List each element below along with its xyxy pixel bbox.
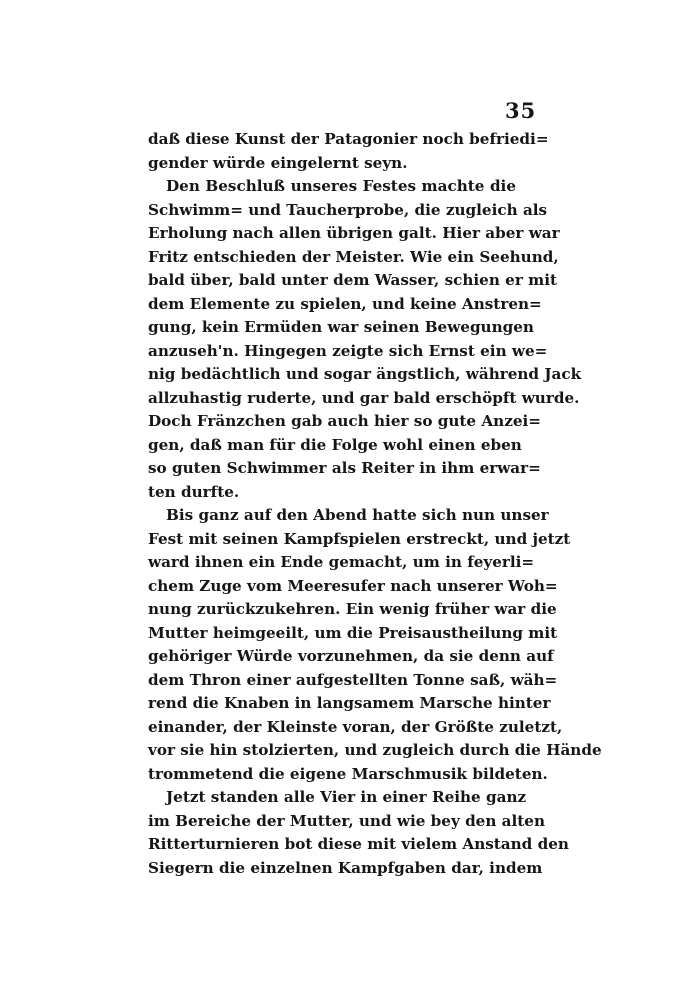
text-line: Fritz entschieden der Meister. Wie ein Seehund, — [148, 247, 559, 266]
paragraph — [148, 786, 569, 880]
text-line: Mutter heimgeeilt, um die Preisaustheilung mit — [148, 623, 558, 642]
text-line: Fest mit seinen Kampfspielen erstreckt, und jetzt — [148, 529, 571, 548]
text-line: gung, kein Ermüden war seinen Bewegungen — [148, 318, 534, 336]
page-number: 35 — [505, 98, 537, 123]
text-line: rend die Knaben in langsamem Marsche hinter — [148, 694, 551, 712]
text-line: dem Thron einer aufgestellten Tonne saß, wäh= — [148, 670, 558, 689]
paragraph — [148, 504, 602, 786]
text-line: ward ihnen ein Ende gemacht, um in feyerli= — [148, 553, 535, 571]
text-line: Jetzt standen alle Vier in einer Reihe ganz — [166, 788, 527, 806]
text-line: daß diese Kunst der Patagonier noch befriedi= — [148, 130, 549, 148]
text-line: anzuseh'n. Hingegen zeigte sich Ernst ein we= — [148, 341, 548, 360]
paragraph — [148, 128, 549, 175]
text-line: vor sie hin stolzierten, und zugleich durch die Hände — [148, 741, 602, 759]
text-line: Siegern die einzelnen Kampfgaben dar, indem — [148, 858, 543, 877]
body-text — [148, 128, 602, 880]
text-line: gen, daß man für die Folge wohl einen eben — [148, 435, 522, 454]
text-line: Erholung nach allen übrigen galt. Hier aber war — [148, 224, 560, 242]
text-line: gender würde eingelernt seyn. — [148, 153, 408, 172]
text-line: Doch Fränzchen gab auch hier so gute Anzei= — [148, 412, 541, 430]
text-line: Bis ganz auf den Abend hatte sich nun unser — [166, 506, 549, 524]
text-line: trommetend die eigene Marschmusik bildeten. — [148, 764, 548, 783]
text-line: nig bedächtlich und sogar ängstlich, während Jack — [148, 365, 582, 383]
text-line: Schwimm= und Taucherprobe, die zugleich als — [148, 200, 548, 219]
text-line: im Bereiche der Mutter, und wie bey den alten — [148, 811, 546, 830]
paragraph — [148, 175, 582, 504]
text-line: einander, der Kleinste voran, der Größte zuletzt, — [148, 717, 563, 736]
text-line: gehöriger Würde vorzunehmen, da sie denn auf — [148, 647, 554, 665]
text-line: chem Zuge vom Meeresufer nach unserer Woh= — [148, 576, 558, 595]
text-line: so guten Schwimmer als Reiter in ihm erwar= — [148, 459, 541, 477]
text-line: bald über, bald unter dem Wasser, schien er mit — [148, 271, 557, 289]
text-line: Den Beschluß unseres Festes machte die — [166, 177, 516, 195]
text-line: ten durfte. — [148, 482, 240, 501]
text-line: nung zurückzukehren. Ein wenig früher war die — [148, 600, 557, 618]
text-line: allzuhastig ruderte, und gar bald erschöpft wurde. — [148, 388, 580, 407]
text-line: Ritterturnieren bot diese mit vielem Anstand den — [148, 835, 569, 853]
text-line: dem Elemente zu spielen, und keine Anstren= — [148, 294, 542, 313]
